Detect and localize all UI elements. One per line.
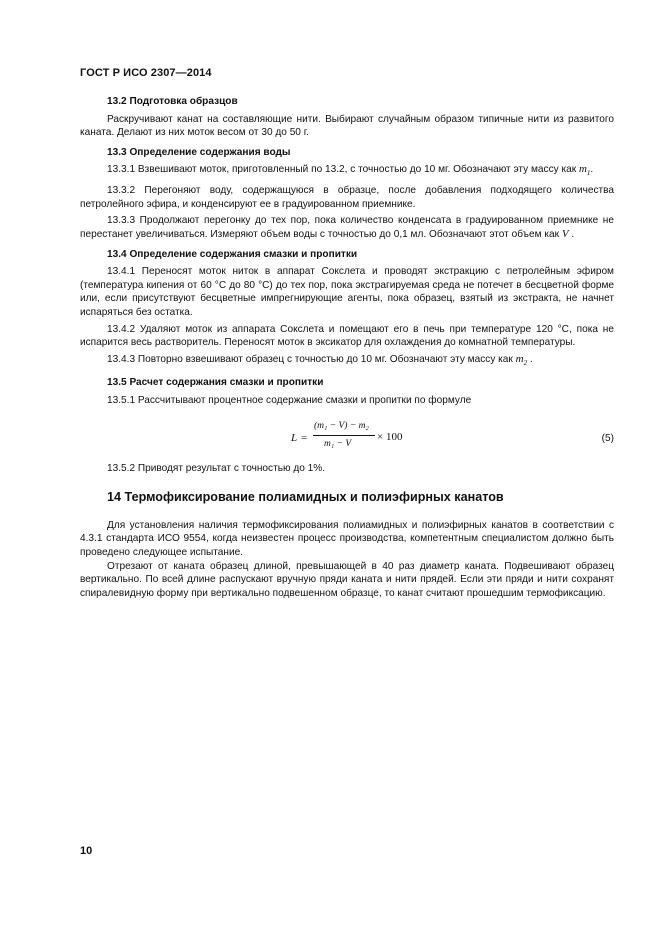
variable-v: V — [561, 227, 569, 240]
paragraph-13-3-1: 13.3.1 Взвешивают моток, приготовленный по 13.2, с точностью до 10 мг. Обозначают эту массу как $m_1$. — [107, 163, 594, 178]
section-13-4-heading: 13.4 Определение содержания смазки и пропитки — [107, 248, 358, 260]
formula-multiplier: × 100 — [377, 430, 403, 443]
paragraph-13-3-2: 13.3.2 Перегоняют воду, содержащуюся в образце, после добавления подходящего количества петролейного эфира, и конденсируют ее в градуированном приемнике. — [80, 185, 614, 210]
paragraph-13-4-2: 13.4.2 Удаляют моток из аппарата Сокслета и помещают его в печь при температуре 120 °С, пока не испарится весь растворитель. Переносят моток в эксикатор для охлаждения до комнатной температуры. — [80, 323, 614, 349]
formula-5 — [80, 418, 614, 462]
fraction-bar — [313, 435, 375, 436]
formula-lhs: L — [291, 431, 298, 444]
paragraph-13-4-3: 13.4.3 Повторно взвешивают образец с точностью до 10 мг. Обозначают эту массу как $m_2$ . — [107, 352, 533, 367]
page-header: ГОСТ Р ИСО 2307—2014 — [80, 67, 212, 79]
formula-numerator: (m₁ − V) − m₂ — [314, 420, 369, 431]
section-13-2-heading: 13.2 Подготовка образцов — [107, 96, 238, 107]
section-14-heading: 14 Термофиксирование полиамидных и полиэфирных канатов — [107, 490, 504, 505]
paragraph-13-4-1: 13.4.1 Переносят моток ниток в аппарат Сокслета и проводят экстракцию с петролейным эфиром (температура кипения от 60 °С до 80 °С) до тех пор, пока экстрагируемая среда не потечет в бесцветной форме или, если присутствуют бесцветные импрегнирующие агенты, пока образец, взятый из экстракта, не начнет испаряться без остатка. — [80, 266, 614, 318]
page-content — [80, 95, 614, 600]
section-13-3-heading: 13.3 Определение содержания воды — [107, 146, 291, 158]
page-number: 10 — [80, 845, 93, 857]
section-13-2-paragraph: Раскручивают канат на составляющие нити. Выбирают случайным образом типичные нити из развитого каната. Делают из них моток весом от 30 до 50 г. — [80, 113, 614, 139]
formula-equals: = — [301, 431, 308, 444]
paragraph-14-1: Для установления наличия термофиксирования полиамидных и полиэфирных канатов в соответствии с 4.3.1 стандарта ИСО 9554, когда неизвестен процесс производства, компетентным специалистом должно быть проведено следующее испытание. — [80, 519, 614, 559]
paragraph-13-3-3: 13.3.3 Продолжают перегонку до тех пор, пока количество конденсата в градуированном приемнике не перестанет увеличиваться. Измеряют объем воды с точностью до 0,1 мл. Обозначают этот объем как V . — [80, 215, 614, 240]
formula-denominator: m₁ − V — [324, 438, 352, 449]
variable-m2: $m_2$ — [515, 352, 528, 367]
variable-m1: $m_1$ — [578, 163, 591, 178]
formula-number: (5) — [601, 432, 614, 444]
section-13-5-heading: 13.5 Расчет содержания смазки и пропитки — [107, 377, 324, 389]
paragraph-13-5-1: 13.5.1 Рассчитывают процентное содержание смазки и пропитки по формуле — [107, 395, 472, 407]
paragraph-14-2: Отрезают от каната образец длиной, превышающей в 40 раз диаметр каната. Подвешивают образец вертикально. По всей длине распускают вручную пряди каната и нити прядей. Если эти пряди и нити сохранят спиралевидную форму при вертикально подвешенном образце, то канат считают прошедшим термофиксацию. — [80, 560, 614, 599]
paragraph-13-5-2: 13.5.2 Приводят результат с точностью до 1%. — [107, 462, 326, 474]
